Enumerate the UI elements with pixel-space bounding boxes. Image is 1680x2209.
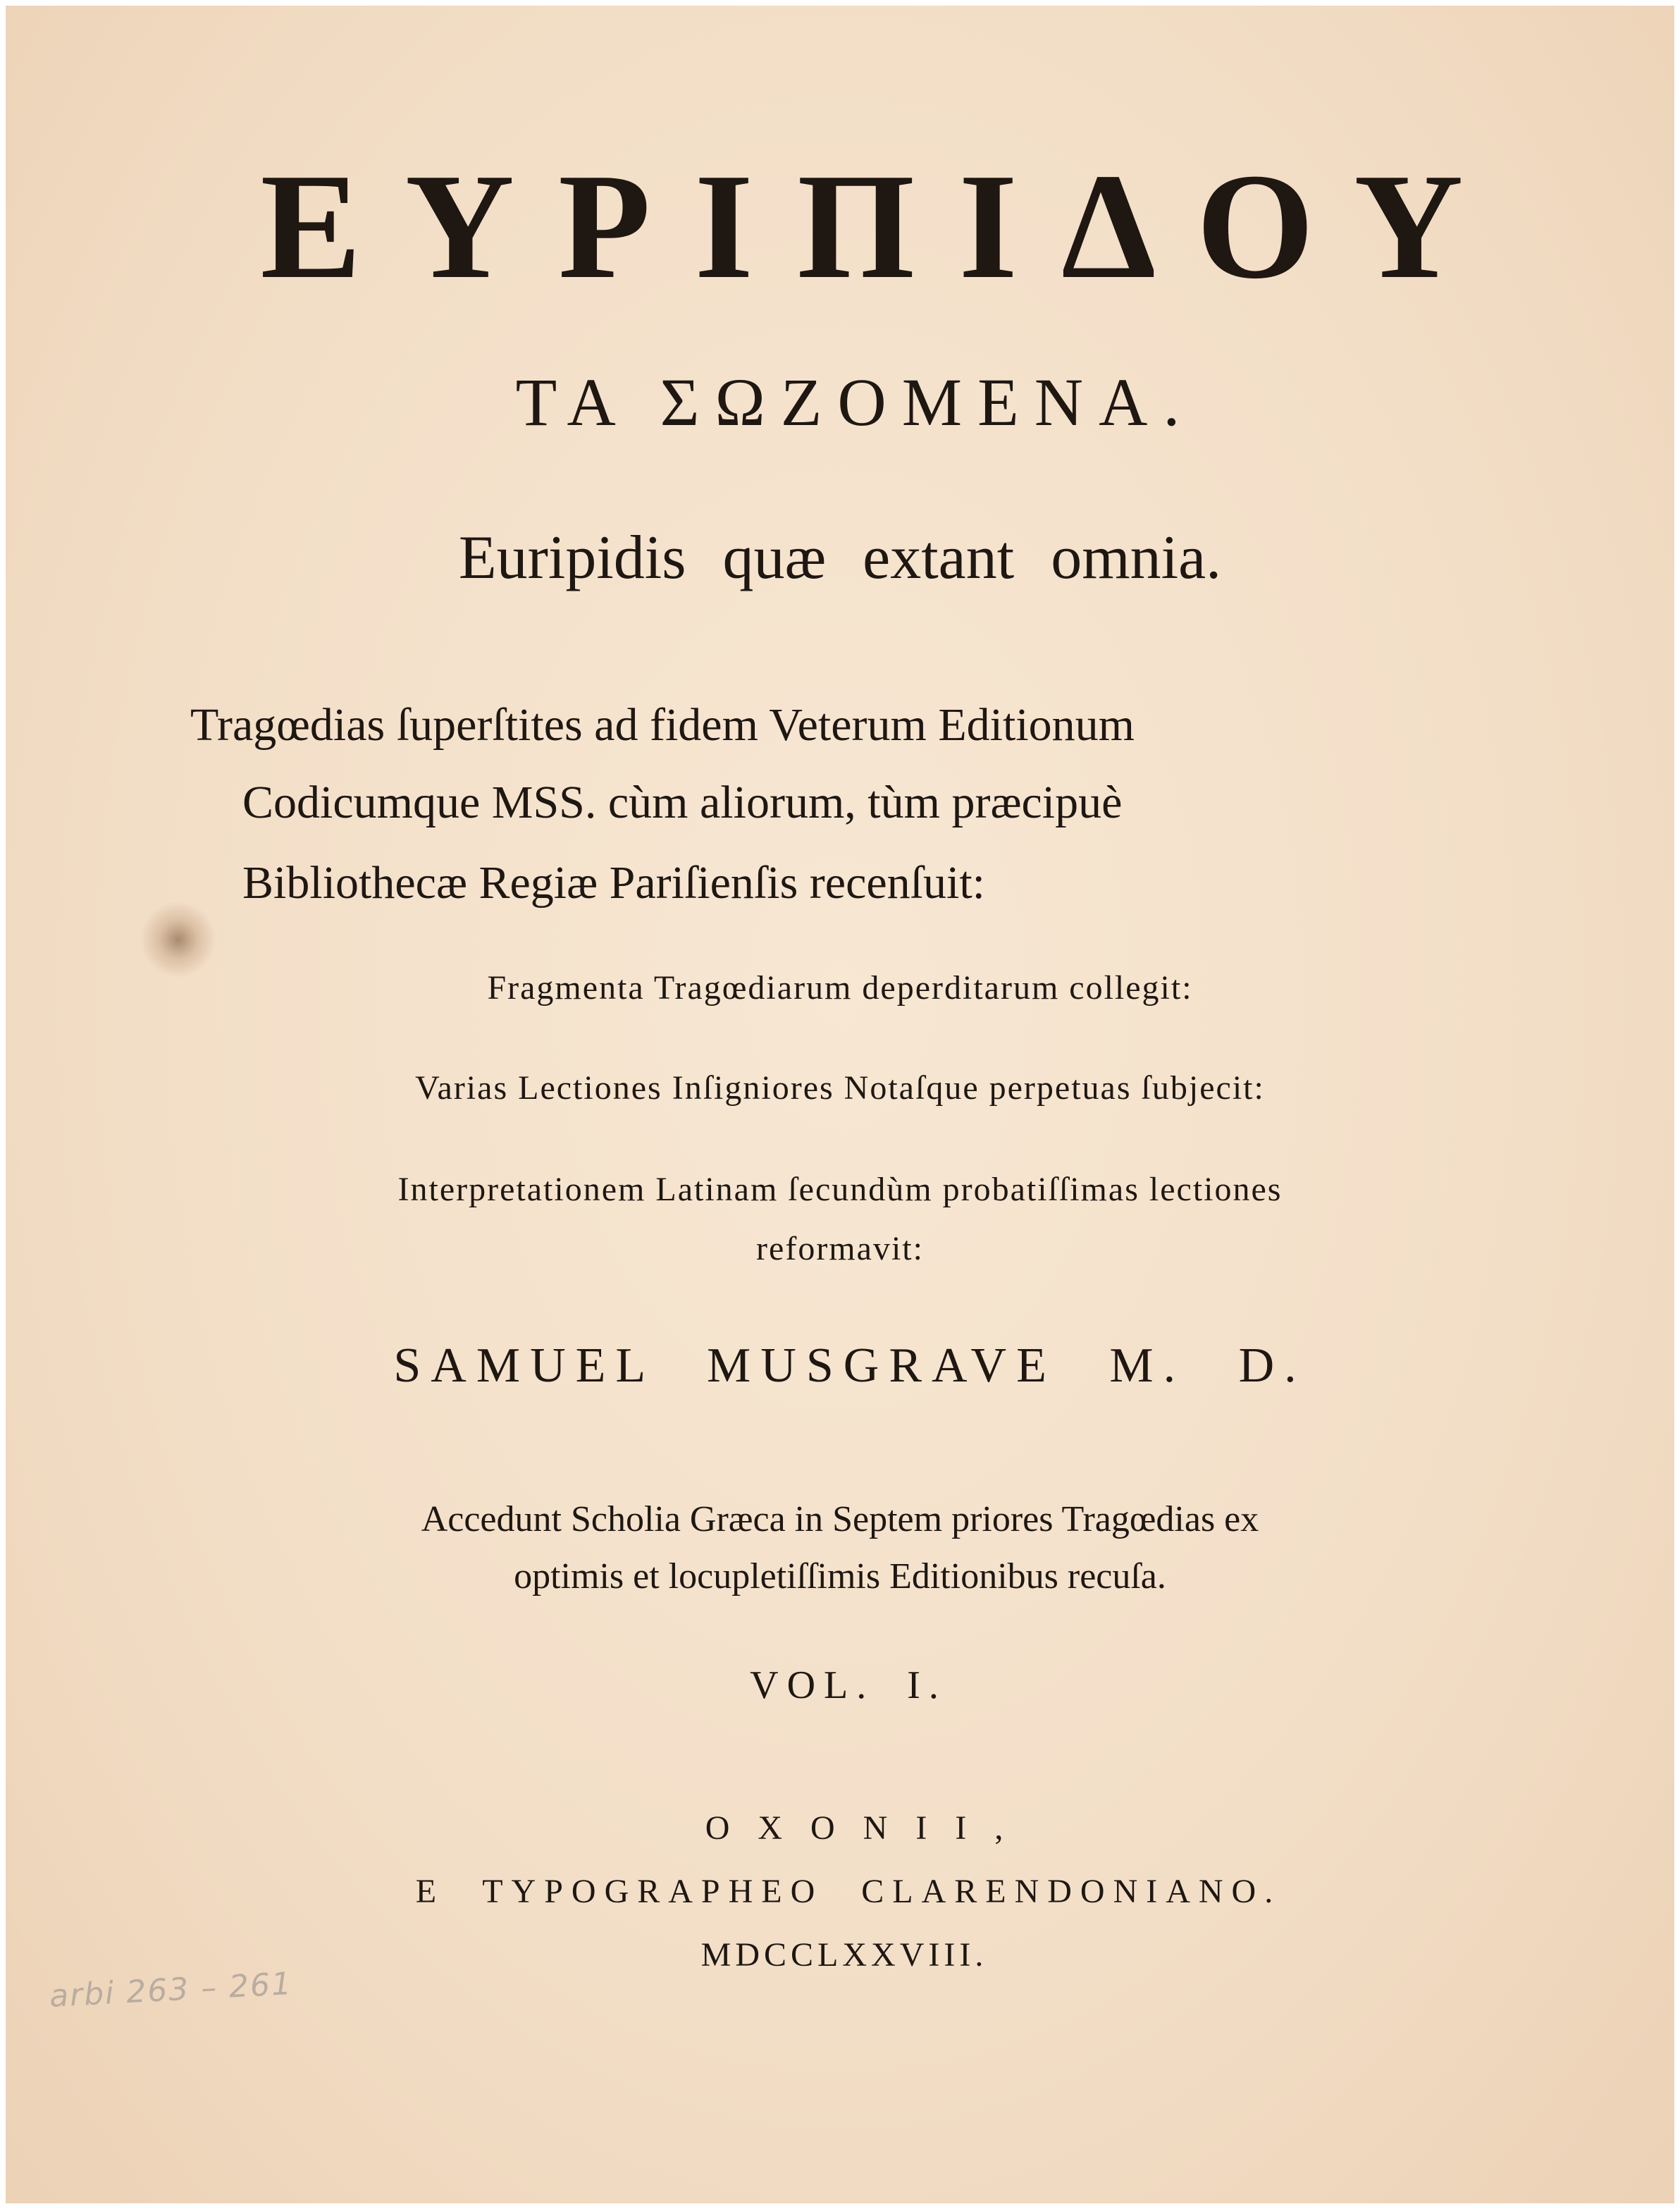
imprint-year: MDCCLXXVIII. [700, 1936, 988, 1974]
foxing-stain [140, 901, 217, 978]
description-line: Bibliothecæ Regiæ Pariſienſis recenſuit: [242, 857, 986, 909]
accedunt-line: Accedunt Scholia Græca in Septem priores Tragœdias ex [421, 1499, 1259, 1539]
volume-number: VOL. I. [750, 1663, 947, 1707]
accedunt-line: optimis et locupletiſſimis Editionibus recuſa. [514, 1556, 1166, 1596]
description-line: Codicumque MSS. cùm aliorum, tùm præcipuè [242, 777, 1123, 828]
description-line: Tragœdias ſuperſtites ad fidem Veterum Editionum [190, 699, 1135, 751]
latin-title: Euripidis quæ extant omnia. [458, 524, 1222, 592]
imprint-place: OXONII, [705, 1809, 1032, 1847]
title-page [6, 6, 1674, 2203]
statement-line: reformavit: [756, 1230, 924, 1267]
pencil-shelfmark: arbi 263 – 261 [48, 1966, 294, 2014]
greek-subtitle: ΤΑ ΣΩΖΟΜΕΝΑ. [515, 364, 1196, 440]
author-name: SAMUEL MUSGRAVE M. D. [393, 1339, 1307, 1393]
imprint-press: E TYPOGRAPHEO CLARENDONIANO. [415, 1873, 1282, 1910]
statement-line: Varias Lectiones Inſigniores Notaſque perpetuas ſubjecit: [415, 1069, 1265, 1107]
greek-title: ΕΥΡΙΠΙΔΟΥ [260, 142, 1507, 310]
statement-line: Fragmenta Tragœdiarum deperditarum collegit: [487, 969, 1193, 1007]
statement-line: Interpretationem Latinam ſecundùm probatiſſimas lectiones [397, 1171, 1283, 1208]
